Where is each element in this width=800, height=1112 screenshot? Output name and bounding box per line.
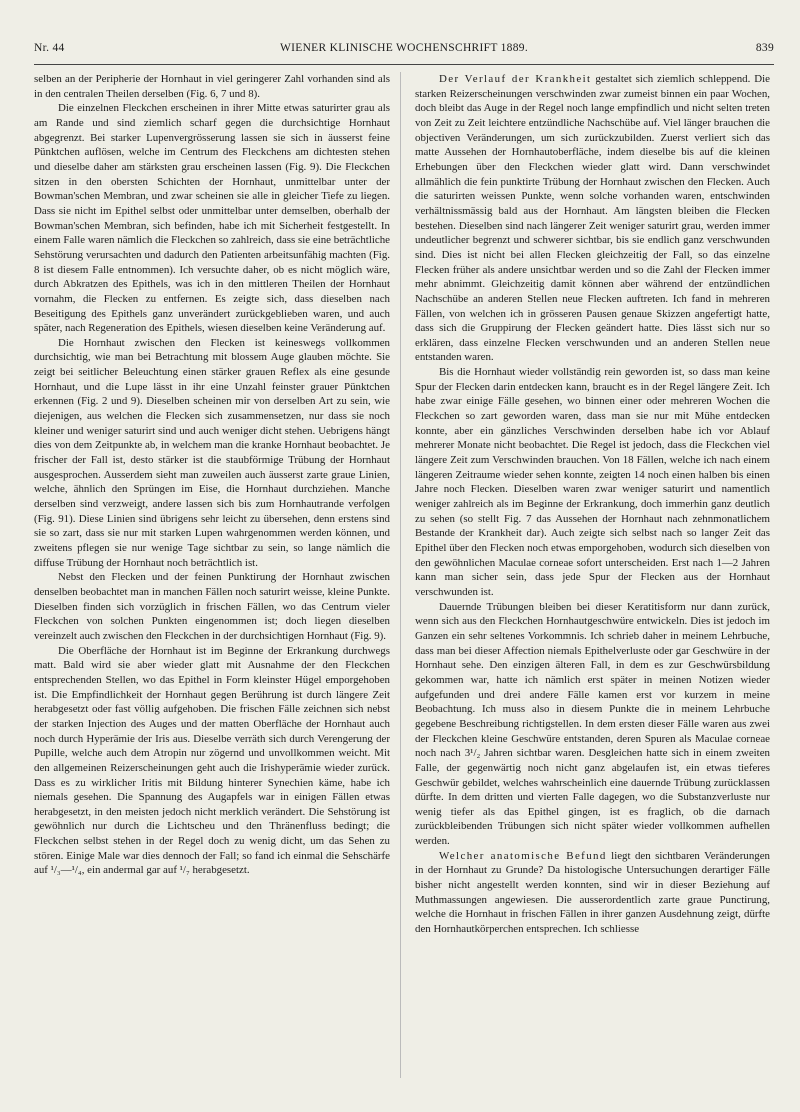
- paragraph: selben an der Peripherie der Hornhaut in viel geringerer Zahl vorhanden sind als in den centralen Theilen derselben (Fig. 6, 7 und 8).: [34, 73, 390, 100]
- journal-title: WIENER KLINISCHE WOCHENSCHRIFT 1889.: [279, 42, 529, 54]
- paragraph: Die Hornhaut zwischen den Flecken ist keineswegs vollkommen durchsichtig, wie man bei Betrachtung mit blossem Auge glauben möchte. Sie zeigt bei seitlicher Beleuchtung einen stärker grauen Reflex als eine gesunde Hornhaut, und die Lupe lässt in ihr eine Unzahl feinster grauer Pünktchen erkennen (Fig. 2 und 9). Dieselben scheinen mir von derselben Art zu sein, wie diejenigen, aus welchen die Flecken sich zusammensetzen, nur dass sie noch kleiner und weniger saturirt sind und auch weniger dicht stehen. Uebrigens hängt dies von dem Zeitpunkte ab, in welchem man die kranke Hornhaut beobachtet. Je frischer der Fall ist, desto stärker ist die staubförmige Trübung der Hornhaut ausgesprochen. Ausserdem sieht man zuweilen auch äusserst zarte graue Linien, welche, ähnlich den Sprüngen im Eise, die Hornhaut durchziehen. Manche derselben sind verzweigt, andere lassen sich bis zum Hornhautrande verfolgen (Fig. 91). Diese Linien sind übrigens sehr leicht zu übersehen, denn erstens sind sie so zart, dass sie nur mit starken Lupen wahrgenommen werden können, und zweitens pflegen sie nur wenige Tage sichtbar zu sein, so lange nämlich die diffuse Trübung der Hornhaut noch beträchtlich ist.: [34, 336, 390, 569]
- paragraph-text: liegt den sichtbaren Veränderungen in der Hornhaut zu Grunde? Da histologische Untersuchungen derartiger Fälle bisher nicht angestellt werden konnten, sind wir in dieser Beziehung auf Muthmassungen angewiesen. Die ausserordentlich zarte graue Punctirung, welche die Hornhaut in frischen Fällen in ihrer ganzen Ausdehnung zeigt, dürfte den Hornhautkörperchen entsprechen. Ich schliesse: [415, 849, 770, 936]
- paragraph: Die Oberfläche der Hornhaut ist im Beginne der Erkrankung durchwegs matt. Bald wird sie aber wieder glatt mit Ausnahme der den Fleckchen entsprechenden Stellen, wo das Epithel in Form kleinster Hügel emporgehoben ist. Die Empfindlichkeit der Hornhaut gegen Berührung ist durch längere Zeit herabgesetzt oder fast völlig aufgehoben. Die frischen Fälle zeichnen sich nebst der starken Injection des Auges und der matten Oberfläche der Hornhaut auch noch durch Hyperämie der Iris aus. Dieselbe verräth sich durch Verengerung der Pupille, welche auch dem Atropin nur zögernd und unvollkommen weicht. Mit den allgemeinen Reizerscheinungen geht auch die Irishyperämie wieder zurück. Dass es zu wirklicher Iritis mit Bildung hinterer Synechien käme, habe ich niemals gesehen. Die Spannung des Augapfels war in einigen Fällen etwas herabgesetzt, in den meisten jedoch nicht merklich verändert. Die Sehstörung ist gewöhnlich nur durch die Lichtscheu und den Thränenfluss bedingt; die Fleckchen selbst stehen in der Regel doch zu wenig dicht, um das Sehen zu stören. Einige Male war dies dennoch der Fall; so fand ich einmal die Sehschärfe auf ¹/₃—¹/₄, ein andermal gar auf ¹/₇ herabgesetzt.: [34, 644, 390, 877]
- paragraph: Die einzelnen Fleckchen erscheinen in ihrer Mitte etwas saturirter grau als am Rande und sind ziemlich scharf gegen die durchsichtige Hornhaut abgegrenzt. Bei starker Lupenvergrösserung lassen sie sich in äusserst feine Pünktchen auflösen, welche im Centrum des Fleckchens am dichtesten stehen und dieselbe daher am stärksten grau erscheinen lassen (Fig. 9). Die Fleckchen sitzen in den obersten Schichten der Hornhaut, unmittelbar unter der Bowman'schen Membran, und zwar scheinen sie alle in gleicher Tiefe zu liegen. Dass sie nicht im Epithel selbst oder unmittelbar unter demselben, oberhalb der Bowman'schen Membran, sich befinden, habe ich mit Sicherheit festgestellt. In einem Falle waren nämlich die Fleckchen so zahlreich, dass sie eine beträchtliche Sehstörung verursachten und dadurch den Patienten arbeitsunfähig machten (Fig. 8 ist diesem Falle entnommen). Ich versuchte daher, ob es nicht möglich wäre, durch Abkratzen des Epithels, was ich in den mittleren Theilen der Hornhaut vornahm, die Flecken zu entfernen. Es zeigte sich, dass dieselben nach Beseitigung des Epithels ganz unverändert zurückgeblieben waren, und auch später, nach Regeneration des Epithels, wiesen dieselben keine Veränderung auf.: [34, 102, 390, 335]
- spaced-lead: Welcher anatomische Befund: [439, 849, 607, 862]
- paragraph: Bis die Hornhaut wieder vollständig rein geworden ist, so dass man keine Spur der Flecken darin entdecken kann, braucht es in der Regel längere Zeit. Ich habe zwar einige Fälle gesehen, wo binnen einer oder mehreren Wochen die Fleckchen so zart geworden waren, dass man sie nur mit Mühe entdecken konnte, aber ein gänzliches Verschwinden derselben habe ich vor Ablauf mehrerer Monate nicht beobachtet. Die Regel ist jedoch, dass die Fleckchen viel längere Zeit zum Verschwinden brauchen. Von 18 Fällen, welche ich nach einem längeren Zeitraume wieder sehen konnte, zeigten 14 noch einen halben bis einen Jahre noch Flecken. Dieselben waren zwar weniger saturirt und namentlich weniger zahlreich als im Beginne der Erkrankung, doch immerhin ganz deutlich zu sehen (so stellt Fig. 7 das Aussehen der Hornhaut nach zehnmonatlichem Bestande der Krankheit dar). Auch zeigte sich selbst nach so langer Zeit das Epithel über den Flecken noch etwas emporgehoben, wodurch sich dieselben von den gewöhnlichen Maculae corneae sofort unterscheiden. Erst nach 1—2 Jahren kann man sicher sein, dass jede Spur der Flecken aus der Hornhaut verschwunden ist.: [415, 366, 770, 598]
- paragraph: Dauernde Trübungen bleiben bei dieser Keratitisform nur dann zurück, wenn sich aus den Fleckchen Hornhautgeschwüre entwickeln. Dies ist jedoch im Ganzen ein sehr seltenes Vorkommnis. Ich schrieb daher in meinem Lehrbuche, dass man bei dieser Affection niemals Epithelverluste oder gar Geschwüre in der Hornhaut sehe. Den einzigen älteren Fall, in dem es zur Geschwürsbildung gekommen war, hatte ich nämlich erst später in meinen Notizen wieder aufgefunden und drei andere Fälle kamen erst vor kurzem in meine Beobachtung. Ich muss also in diesem Punkte die in meinem Lehrbuche gegebene Beschreibung richtigstellen. In dem ersten dieser Fälle waren aus zwei der Fleckchen kleine Geschwüre entstanden, deren Spuren als Maculae corneae noch nach 3¹/₂ Jahren sichtbar waren. Desgleichen hatte sich in einem zweiten Falle, der gegenwärtig noch nicht ganz abgelaufen ist, ein etwas tieferes Geschwür gebildet, welches wahrscheinlich eine dauernde Trübung zurücklassen dürfte. In dem dritten und vierten Falle dagegen, wo die Substanzverluste nur wenig tiefer als das Epithel gingen, ist es fraglich, ob die darnach zurückbleibenden Trübungen sich nicht später wieder vollkommen aufhellen werden.: [415, 600, 770, 848]
- column-divider: [400, 72, 401, 1078]
- right-column: [415, 72, 770, 937]
- page-number: 839: [755, 42, 774, 54]
- spaced-lead: Der Verlauf der Krankheit: [439, 73, 592, 85]
- left-column: [34, 72, 390, 878]
- issue-number: Nr. 44: [34, 42, 65, 54]
- page-header: [34, 42, 774, 60]
- header-rule: [34, 64, 774, 65]
- paragraph: [415, 849, 770, 937]
- paragraph: [415, 72, 770, 365]
- paragraph-text: gestaltet sich ziemlich schleppend. Die starken Reizerscheinungen verschwinden zwar zumeist binnen ein paar Wochen, doch bleibt das Auge in der Regel noch lange empfindlich und nicht selten treten von Zeit zu Zeit leichtere entzündliche Nachschübe auf. Viel länger brauchen die objectiven Veränderungen, um sich zurückzubilden. Zuerst verliert sich das matte Aussehen der Hornhautoberfläche, indem dieselbe bis auf die kleinen Erhebungen über den Fleckchen wieder glatt wird. Dann verschwindet allmählich die fein punktirte Trübung der Hornhaut zwischen den Flecken. Auch die saturirten weissen Punkte, wenn solche vorhanden waren, entschwinden verhältnissmässig bald aus der Hornhaut. Am längsten bleiben die Flecken bestehen. Dieselben sind nach längerer Zeit weniger saturirt grau, werden immer undeutlicher begrenzt und schwerer sichtbar, bis sie endlich ganz verschwunden sind. Dies ist nicht bei allen Flecken gleichzeitig der Fall, so das einzelne Flecken früher als andere unsichtbar werden und so die Zahl der Flecken immer mehr abnimmt. Gleichzeitig damit können aber während der entzündlichen Nachschübe an anderen Stellen neue Flecken auftreten. Ich fand in mehreren Fällen, von welchen ich in grösseren Pausen genaue Skizzen angefertigt hatte, dass sich die Gruppirung der Flecken geändert hatte. Dies lässt sich nur so erklären, dass einzelne Flecken verschwunden und an anderen Stellen neue entstanden waren.: [415, 73, 770, 364]
- paragraph: Nebst den Flecken und der feinen Punktirung der Hornhaut zwischen denselben beobachtet man in manchen Fällen noch saturirt weisse, kleine Punkte. Dieselben finden sich vorzüglich in frischen Fällen, wo das Centrum vieler Fleckchen von solchen Punkten eingenommen ist; doch liegen dieselben vereinzelt auch zwischen den Fleckchen in der durchsichtigen Hornhaut (Fig. 9).: [34, 571, 390, 642]
